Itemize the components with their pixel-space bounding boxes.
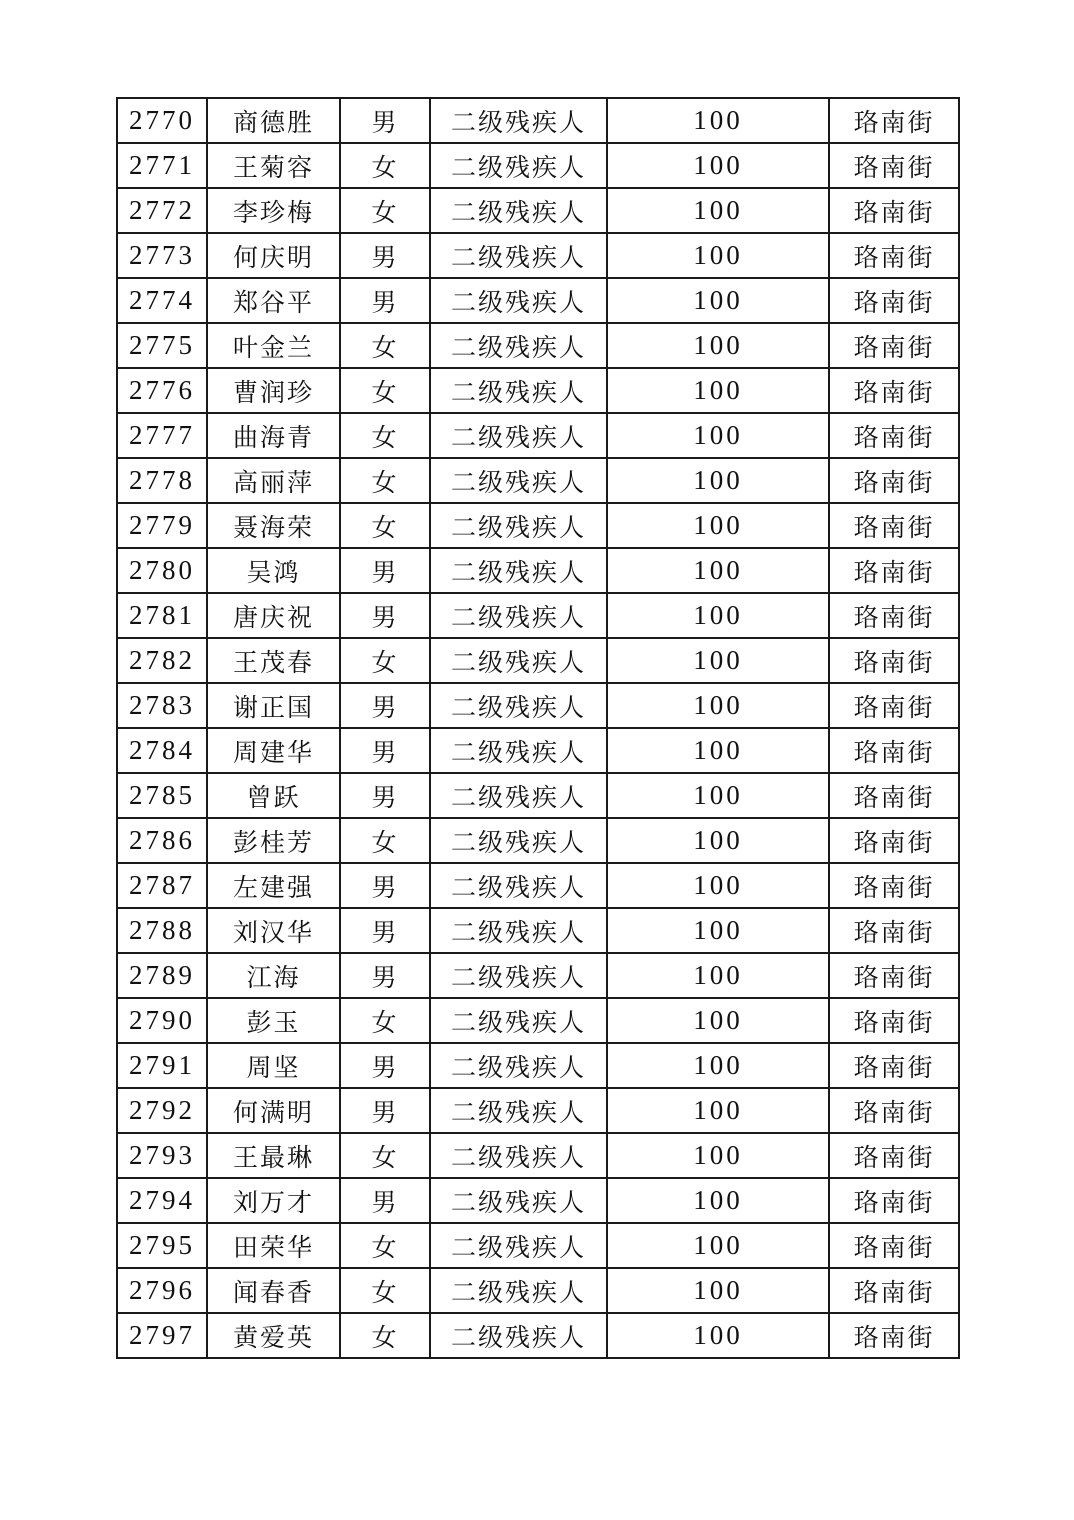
amount-cell: 100 (607, 1133, 829, 1178)
street-cell: 珞南街 (829, 413, 959, 458)
roster-table (116, 97, 960, 1359)
name-cell: 聂海荣 (207, 503, 340, 548)
street-cell: 珞南街 (829, 233, 959, 278)
street-cell: 珞南街 (829, 548, 959, 593)
name-cell: 彭桂芳 (207, 818, 340, 863)
name-cell: 王茂春 (207, 638, 340, 683)
name-cell: 何满明 (207, 1088, 340, 1133)
gender-cell: 男 (340, 1043, 430, 1088)
table-row (117, 188, 959, 233)
amount-cell: 100 (607, 323, 829, 368)
row-number-cell: 2796 (117, 1268, 207, 1313)
disability-level-cell: 二级残疾人 (430, 908, 607, 953)
table-row (117, 1178, 959, 1223)
amount-cell: 100 (607, 908, 829, 953)
name-cell: 左建强 (207, 863, 340, 908)
disability-level-cell: 二级残疾人 (430, 1133, 607, 1178)
name-cell: 刘万才 (207, 1178, 340, 1223)
row-number-cell: 2770 (117, 98, 207, 143)
street-cell: 珞南街 (829, 593, 959, 638)
disability-level-cell: 二级残疾人 (430, 953, 607, 998)
disability-level-cell: 二级残疾人 (430, 98, 607, 143)
table-row (117, 638, 959, 683)
street-cell: 珞南街 (829, 1043, 959, 1088)
gender-cell: 男 (340, 1178, 430, 1223)
gender-cell: 女 (340, 1313, 430, 1358)
street-cell: 珞南街 (829, 638, 959, 683)
row-number-cell: 2781 (117, 593, 207, 638)
name-cell: 唐庆祝 (207, 593, 340, 638)
name-cell: 王最琳 (207, 1133, 340, 1178)
row-number-cell: 2794 (117, 1178, 207, 1223)
street-cell: 珞南街 (829, 458, 959, 503)
name-cell: 何庆明 (207, 233, 340, 278)
disability-level-cell: 二级残疾人 (430, 683, 607, 728)
table-row (117, 1313, 959, 1358)
name-cell: 闻春香 (207, 1268, 340, 1313)
amount-cell: 100 (607, 683, 829, 728)
gender-cell: 女 (340, 143, 430, 188)
disability-level-cell: 二级残疾人 (430, 233, 607, 278)
street-cell: 珞南街 (829, 1088, 959, 1133)
amount-cell: 100 (607, 1088, 829, 1133)
amount-cell: 100 (607, 1223, 829, 1268)
row-number-cell: 2777 (117, 413, 207, 458)
row-number-cell: 2790 (117, 998, 207, 1043)
gender-cell: 女 (340, 413, 430, 458)
amount-cell: 100 (607, 503, 829, 548)
gender-cell: 女 (340, 1223, 430, 1268)
amount-cell: 100 (607, 773, 829, 818)
table-row (117, 278, 959, 323)
amount-cell: 100 (607, 1178, 829, 1223)
row-number-cell: 2797 (117, 1313, 207, 1358)
amount-cell: 100 (607, 368, 829, 413)
row-number-cell: 2771 (117, 143, 207, 188)
disability-level-cell: 二级残疾人 (430, 998, 607, 1043)
row-number-cell: 2776 (117, 368, 207, 413)
amount-cell: 100 (607, 728, 829, 773)
disability-level-cell: 二级残疾人 (430, 1043, 607, 1088)
disability-level-cell: 二级残疾人 (430, 728, 607, 773)
name-cell: 田荣华 (207, 1223, 340, 1268)
street-cell: 珞南街 (829, 368, 959, 413)
table-row (117, 548, 959, 593)
row-number-cell: 2779 (117, 503, 207, 548)
disability-level-cell: 二级残疾人 (430, 638, 607, 683)
name-cell: 谢正国 (207, 683, 340, 728)
gender-cell: 女 (340, 818, 430, 863)
gender-cell: 男 (340, 953, 430, 998)
amount-cell: 100 (607, 863, 829, 908)
disability-level-cell: 二级残疾人 (430, 368, 607, 413)
row-number-cell: 2780 (117, 548, 207, 593)
gender-cell: 男 (340, 1088, 430, 1133)
gender-cell: 男 (340, 773, 430, 818)
street-cell: 珞南街 (829, 1268, 959, 1313)
disability-level-cell: 二级残疾人 (430, 323, 607, 368)
table-row (117, 1223, 959, 1268)
amount-cell: 100 (607, 638, 829, 683)
gender-cell: 女 (340, 368, 430, 413)
name-cell: 江海 (207, 953, 340, 998)
amount-cell: 100 (607, 1043, 829, 1088)
amount-cell: 100 (607, 98, 829, 143)
amount-cell: 100 (607, 1268, 829, 1313)
disability-level-cell: 二级残疾人 (430, 593, 607, 638)
disability-level-cell: 二级残疾人 (430, 1088, 607, 1133)
table-row (117, 323, 959, 368)
table-row (117, 98, 959, 143)
amount-cell: 100 (607, 233, 829, 278)
table-row (117, 1088, 959, 1133)
street-cell: 珞南街 (829, 1133, 959, 1178)
street-cell: 珞南街 (829, 278, 959, 323)
gender-cell: 女 (340, 323, 430, 368)
name-cell: 曾跃 (207, 773, 340, 818)
disability-level-cell: 二级残疾人 (430, 1223, 607, 1268)
disability-level-cell: 二级残疾人 (430, 458, 607, 503)
amount-cell: 100 (607, 188, 829, 233)
table-row (117, 368, 959, 413)
gender-cell: 女 (340, 458, 430, 503)
name-cell: 彭玉 (207, 998, 340, 1043)
document-page (116, 97, 958, 1359)
table-row (117, 143, 959, 188)
amount-cell: 100 (607, 998, 829, 1043)
table-row (117, 683, 959, 728)
amount-cell: 100 (607, 1313, 829, 1358)
table-row (117, 413, 959, 458)
disability-level-cell: 二级残疾人 (430, 548, 607, 593)
street-cell: 珞南街 (829, 503, 959, 548)
table-row (117, 998, 959, 1043)
row-number-cell: 2792 (117, 1088, 207, 1133)
table-row (117, 863, 959, 908)
table-row (117, 1268, 959, 1313)
row-number-cell: 2786 (117, 818, 207, 863)
street-cell: 珞南街 (829, 773, 959, 818)
amount-cell: 100 (607, 593, 829, 638)
street-cell: 珞南街 (829, 998, 959, 1043)
row-number-cell: 2775 (117, 323, 207, 368)
table-row (117, 773, 959, 818)
amount-cell: 100 (607, 818, 829, 863)
street-cell: 珞南街 (829, 908, 959, 953)
gender-cell: 男 (340, 593, 430, 638)
table-row (117, 908, 959, 953)
street-cell: 珞南街 (829, 98, 959, 143)
name-cell: 郑谷平 (207, 278, 340, 323)
disability-level-cell: 二级残疾人 (430, 413, 607, 458)
gender-cell: 男 (340, 728, 430, 773)
name-cell: 刘汉华 (207, 908, 340, 953)
disability-level-cell: 二级残疾人 (430, 818, 607, 863)
gender-cell: 男 (340, 908, 430, 953)
name-cell: 曲海青 (207, 413, 340, 458)
table-row (117, 458, 959, 503)
name-cell: 周建华 (207, 728, 340, 773)
table-row (117, 953, 959, 998)
name-cell: 高丽萍 (207, 458, 340, 503)
disability-level-cell: 二级残疾人 (430, 1313, 607, 1358)
row-number-cell: 2773 (117, 233, 207, 278)
row-number-cell: 2778 (117, 458, 207, 503)
name-cell: 吴鸿 (207, 548, 340, 593)
gender-cell: 女 (340, 503, 430, 548)
disability-level-cell: 二级残疾人 (430, 773, 607, 818)
disability-level-cell: 二级残疾人 (430, 188, 607, 233)
row-number-cell: 2785 (117, 773, 207, 818)
disability-level-cell: 二级残疾人 (430, 278, 607, 323)
table-row (117, 1043, 959, 1088)
street-cell: 珞南街 (829, 863, 959, 908)
gender-cell: 男 (340, 863, 430, 908)
name-cell: 李珍梅 (207, 188, 340, 233)
street-cell: 珞南街 (829, 323, 959, 368)
street-cell: 珞南街 (829, 1178, 959, 1223)
gender-cell: 女 (340, 998, 430, 1043)
row-number-cell: 2784 (117, 728, 207, 773)
gender-cell: 女 (340, 1268, 430, 1313)
gender-cell: 女 (340, 188, 430, 233)
table-row (117, 818, 959, 863)
table-row (117, 233, 959, 278)
disability-level-cell: 二级残疾人 (430, 1178, 607, 1223)
name-cell: 商德胜 (207, 98, 340, 143)
table-row (117, 728, 959, 773)
gender-cell: 男 (340, 548, 430, 593)
street-cell: 珞南街 (829, 143, 959, 188)
table-row (117, 1133, 959, 1178)
name-cell: 周坚 (207, 1043, 340, 1088)
gender-cell: 男 (340, 233, 430, 278)
name-cell: 曹润珍 (207, 368, 340, 413)
row-number-cell: 2783 (117, 683, 207, 728)
disability-level-cell: 二级残疾人 (430, 503, 607, 548)
street-cell: 珞南街 (829, 188, 959, 233)
gender-cell: 女 (340, 1133, 430, 1178)
row-number-cell: 2791 (117, 1043, 207, 1088)
disability-level-cell: 二级残疾人 (430, 1268, 607, 1313)
street-cell: 珞南街 (829, 818, 959, 863)
row-number-cell: 2788 (117, 908, 207, 953)
name-cell: 叶金兰 (207, 323, 340, 368)
street-cell: 珞南街 (829, 953, 959, 998)
amount-cell: 100 (607, 278, 829, 323)
row-number-cell: 2782 (117, 638, 207, 683)
gender-cell: 男 (340, 683, 430, 728)
amount-cell: 100 (607, 458, 829, 503)
name-cell: 黄爱英 (207, 1313, 340, 1358)
row-number-cell: 2774 (117, 278, 207, 323)
disability-level-cell: 二级残疾人 (430, 863, 607, 908)
row-number-cell: 2772 (117, 188, 207, 233)
row-number-cell: 2787 (117, 863, 207, 908)
table-row (117, 503, 959, 548)
street-cell: 珞南街 (829, 728, 959, 773)
amount-cell: 100 (607, 143, 829, 188)
street-cell: 珞南街 (829, 1223, 959, 1268)
name-cell: 王菊容 (207, 143, 340, 188)
gender-cell: 女 (340, 638, 430, 683)
roster-table-body (117, 98, 959, 1358)
table-row (117, 593, 959, 638)
gender-cell: 男 (340, 98, 430, 143)
row-number-cell: 2789 (117, 953, 207, 998)
amount-cell: 100 (607, 413, 829, 458)
row-number-cell: 2795 (117, 1223, 207, 1268)
street-cell: 珞南街 (829, 1313, 959, 1358)
disability-level-cell: 二级残疾人 (430, 143, 607, 188)
amount-cell: 100 (607, 953, 829, 998)
amount-cell: 100 (607, 548, 829, 593)
street-cell: 珞南街 (829, 683, 959, 728)
gender-cell: 男 (340, 278, 430, 323)
row-number-cell: 2793 (117, 1133, 207, 1178)
